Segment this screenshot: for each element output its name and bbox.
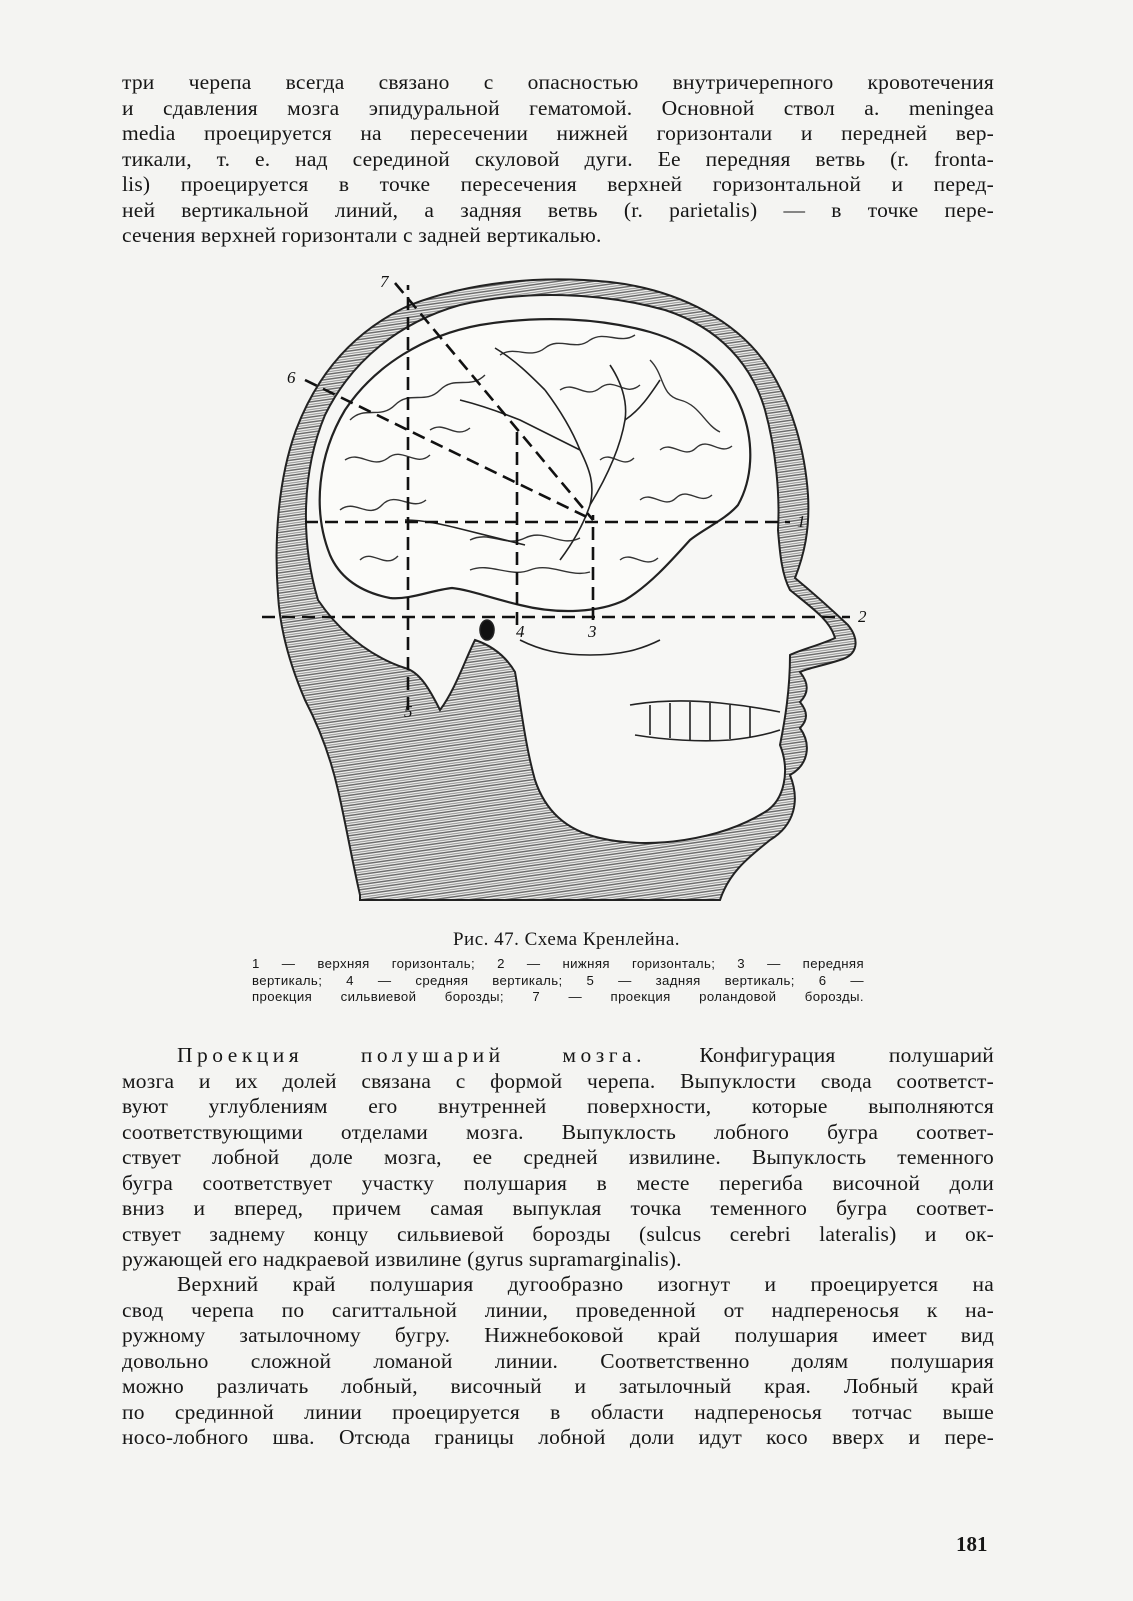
section-paragraph-1: [122, 1043, 994, 1273]
kronlein-scheme-illustration: [255, 270, 875, 910]
label-line-1: 1: [797, 512, 806, 531]
text-line: ствует заднему концу сильвиевой борозды (sulcus cerebri lateralis) и ок-: [122, 1221, 994, 1246]
text-line: мозга и их долей связана с формой черепа. Выпуклости свода соответст-: [122, 1068, 994, 1093]
label-line-6: 6: [287, 368, 296, 387]
text-line: и сдавления мозга эпидуральной гематомой. Основной ствол a. meningea: [122, 95, 994, 120]
label-line-2: 2: [858, 607, 867, 626]
text-line: вниз и вперед, причем самая выпуклая точка теменного бугра соответ-: [122, 1196, 994, 1220]
text-line: lis) проецируется в точке пересечения верхней горизонтальной и перед-: [122, 172, 994, 196]
figure-legend: [252, 956, 864, 1006]
label-line-7: 7: [380, 272, 389, 291]
text-line: вуют углублениям его внутренней поверхности, которые выполняются: [122, 1094, 994, 1118]
text-line: носо-лобного шва. Отсюда границы лобной доли идут косо вверх и пере-: [122, 1425, 994, 1449]
text-line: довольно сложной ломаной линии. Соответственно долям полушария: [122, 1348, 994, 1373]
label-line-4: 4: [516, 622, 525, 641]
page-number: 181: [956, 1532, 988, 1556]
text-line: ружающей его надкраевой извилине (gyrus supramarginalis).: [122, 1247, 682, 1271]
text-line: можно различать лобный, височный и затылочный края. Лобный край: [122, 1374, 994, 1398]
top-paragraph: [122, 70, 994, 249]
legend-line: 1 — верхняя горизонталь; 2 — нижняя горизонталь; 3 — передняя: [252, 956, 864, 971]
text-line: ствует лобной доле мозга, ее средней извилине. Выпуклость теменного: [122, 1145, 994, 1169]
text-line: ружному затылочному бугру. Нижнебоковой край полушария имеет вид: [122, 1323, 994, 1347]
text-line: свод черепа по сагиттальной линии, проведенной от надпереносья к на-: [122, 1297, 994, 1322]
text-line: media проецируется на пересечении нижней горизонтали и передней вер-: [122, 121, 994, 145]
label-line-5: 5: [404, 702, 413, 721]
text-line: бугра соответствует участку полушария в месте перегиба височной доли: [122, 1170, 994, 1195]
legend-line: проекция сильвиевой борозды; 7 — проекция роландовой борозды.: [252, 989, 864, 1004]
label-line-3: 3: [588, 622, 597, 641]
text-line: по срединной линии проецируется в области надпереносья тотчас выше: [122, 1399, 994, 1424]
text-fragment: Конфигурация полушарий: [699, 1043, 995, 1067]
figure-caption-title: Рис. 47. Схема Кренлейна.: [452, 929, 681, 950]
text-line: тикали, т. е. над серединой скуловой дуги. Ее передняя ветвь (r. fronta-: [122, 146, 994, 171]
section-heading: Проекция полушарий мозга.: [177, 1043, 646, 1067]
text-line: три черепа всегда связано с опасностью внутричерепного кровотечения: [122, 70, 994, 94]
text-line: Верхний край полушария дугообразно изогнут и проецируется на: [177, 1272, 994, 1296]
section-paragraph-2: [122, 1272, 994, 1451]
text-line: ней вертикальной линий, а задняя ветвь (r. parietalis) — в точке пере-: [122, 197, 994, 222]
text-line: соответствующими отделами мозга. Выпуклость лобного бугра соответ-: [122, 1119, 994, 1144]
text-line: сечения верхней горизонтали с задней вертикалью.: [122, 223, 602, 247]
legend-line: вертикаль; 4 — средняя вертикаль; 5 — задняя вертикаль; 6 —: [252, 972, 864, 988]
section-first-line: [122, 1043, 994, 1069]
